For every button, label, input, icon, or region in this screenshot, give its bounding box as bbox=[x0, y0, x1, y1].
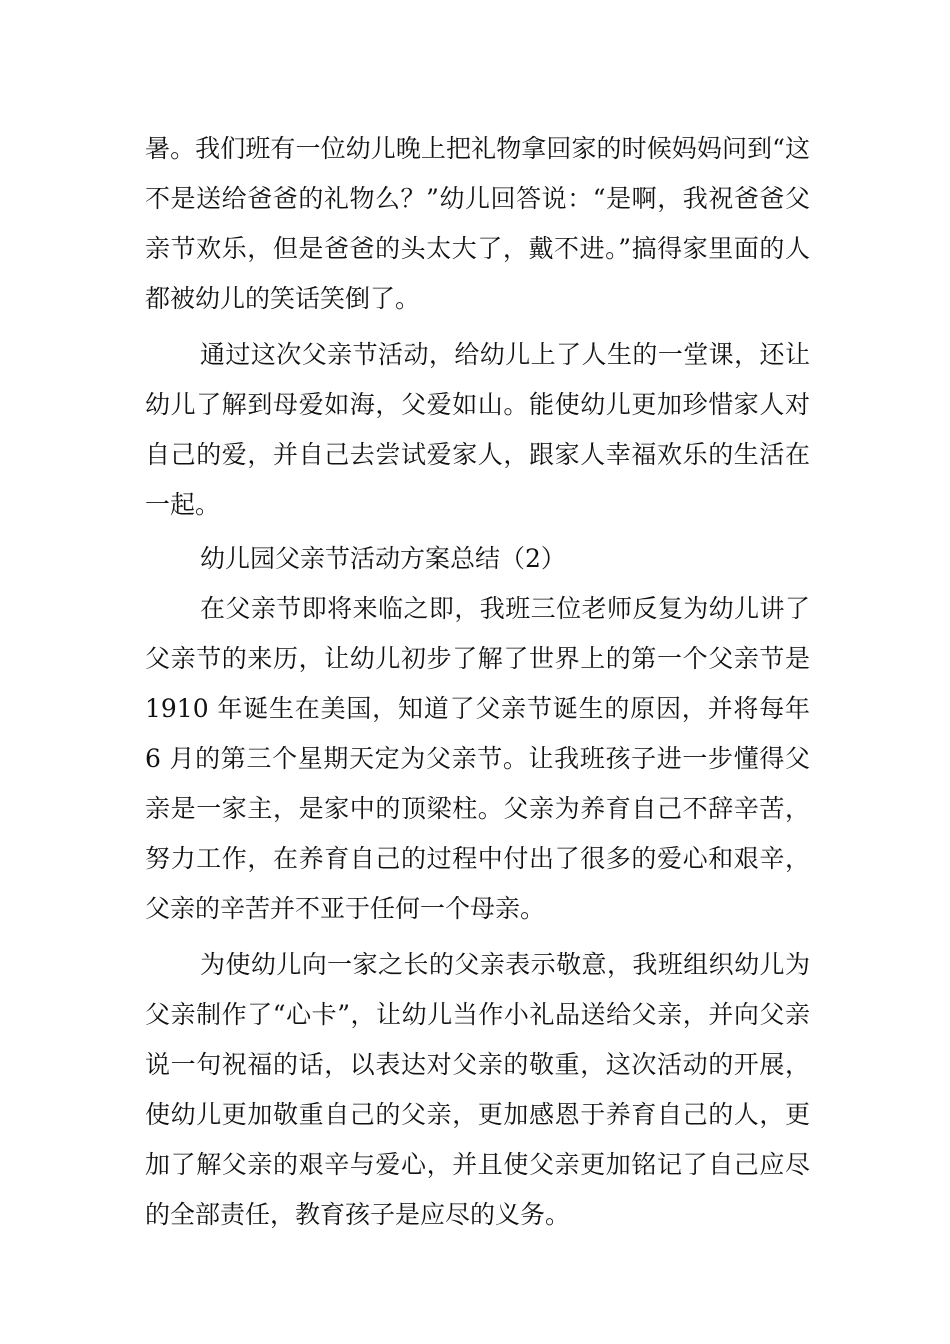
document-body bbox=[145, 124, 810, 1240]
paragraph-continuation: 暑。我们班有一位幼儿晚上把礼物拿回家的时候妈妈问到“这不是送给爸爸的礼物么？”幼儿回答说：“是啊，我祝爸爸父亲节欢乐，但是爸爸的头太大了，戴不进。”搞得家里面的人都被幼儿的笑话笑倒了。 bbox=[145, 134, 810, 313]
section-heading: 幼儿园父亲节活动方案总结（2） bbox=[200, 544, 566, 573]
paragraph-fathers-day-history: 在父亲节即将来临之即，我班三位老师反复为幼儿讲了父亲节的来历，让幼儿初步了解了世界上的第一个父亲节是 1910 年诞生在美国，知道了父亲节诞生的原因，并将每年 6 月的第三个星期天定为父亲节。让我班孩子进一步懂得父亲是一家主，是家中的顶梁柱。父亲为养育自己不辞辛苦，努力工作，在养育自己的过程中付出了很多的爱心和艰辛，父亲的辛苦并不亚于任何一个母亲。 bbox=[145, 594, 810, 923]
paragraph-activity-reflection: 通过这次父亲节活动，给幼儿上了人生的一堂课，还让幼儿了解到母爱如海，父爱如山。能使幼儿更加珍惜家人对自己的爱，并自己去尝试爱家人，跟家人幸福欢乐的生活在一起。 bbox=[145, 340, 810, 519]
paragraph-heart-card-activity: 为使幼儿向一家之长的父亲表示敬意，我班组织幼儿为父亲制作了“心卡”，让幼儿当作小礼品送给父亲，并向父亲说一句祝福的话，以表达对父亲的敬重，这次活动的开展，使幼儿更加敬重自己的父亲，更加感恩于养育自己的人，更加了解父亲的艰辛与爱心，并且使父亲更加铭记了自己应尽的全部责任，教育孩子是应尽的义务。 bbox=[145, 950, 810, 1229]
